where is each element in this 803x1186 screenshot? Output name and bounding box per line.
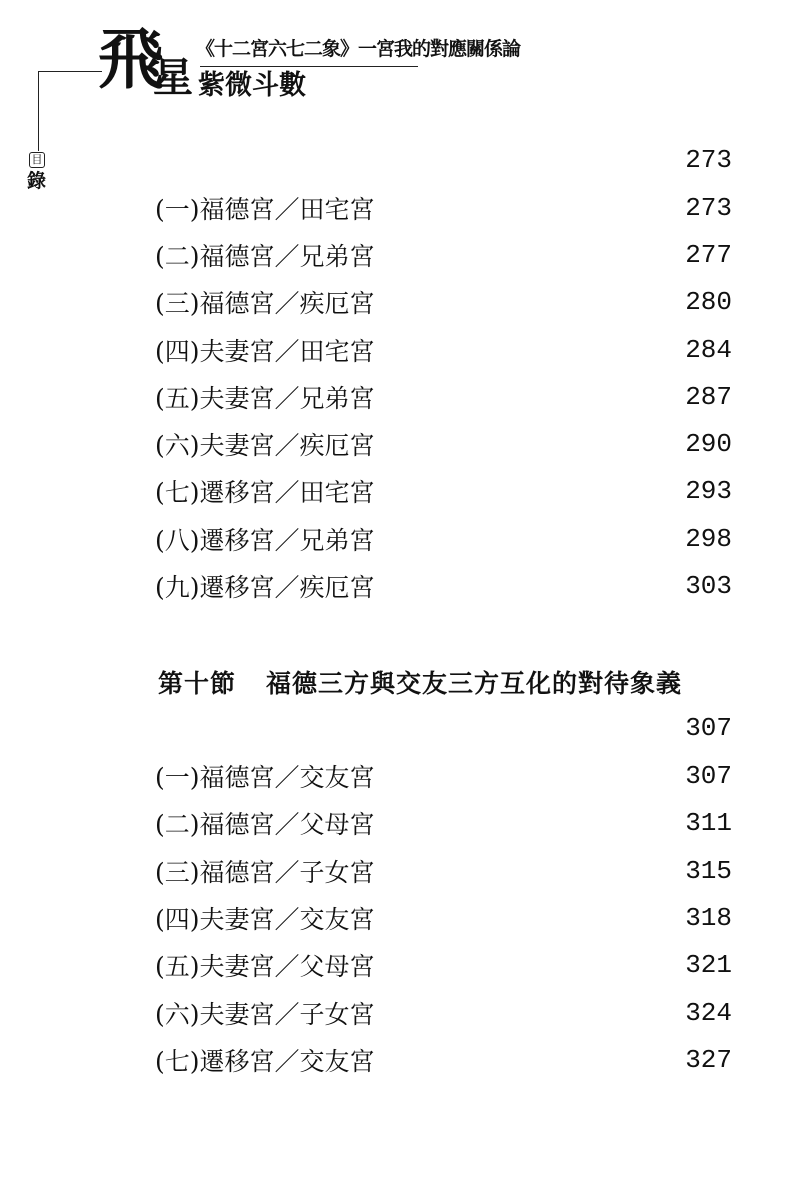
toc-page-number: 298 xyxy=(685,524,732,554)
toc-entry[interactable] xyxy=(155,473,732,509)
leader-dots xyxy=(385,805,680,841)
section-title: 福德三方與交友三方互化的對待象義 xyxy=(266,669,683,698)
toc-entry[interactable] xyxy=(155,1042,732,1078)
toc-entry-label: (二)福德宮／兄弟宮 xyxy=(155,242,375,271)
leader-dots xyxy=(385,995,680,1031)
leader-dots xyxy=(385,190,680,226)
logo-char-xing: 星 xyxy=(153,54,193,101)
leader-dots xyxy=(385,853,680,889)
toc-page-number: 324 xyxy=(685,998,732,1028)
toc-entry[interactable] xyxy=(155,758,732,794)
toc-entry-label: (八)遷移宮／兄弟宮 xyxy=(155,526,375,555)
toc-page-number: 315 xyxy=(685,856,732,886)
toc-entry-label: (四)夫妻宮／田宅宮 xyxy=(155,337,375,366)
toc-entry[interactable] xyxy=(155,379,732,415)
book-subtitle: 《十二宮六七二象》一宮我的對應關係論 xyxy=(196,38,521,60)
toc-entry-label: (五)夫妻宮／兄弟宮 xyxy=(155,384,375,413)
toc-entry[interactable] xyxy=(155,947,732,983)
logo-char-fei: 飛 xyxy=(98,20,162,98)
toc-entry-label: (六)夫妻宮／疾厄宮 xyxy=(155,431,375,460)
toc-entry-label: (三)福德宮／疾厄宮 xyxy=(155,289,375,318)
leader-dots xyxy=(385,758,680,794)
toc-entry[interactable] xyxy=(155,805,732,841)
toc-page-number: 321 xyxy=(685,950,732,980)
leader-dots xyxy=(385,237,680,273)
toc-entry[interactable] xyxy=(155,284,732,320)
toc-entry[interactable] xyxy=(155,521,732,557)
subtitle-underline xyxy=(200,66,418,67)
toc-entry[interactable] xyxy=(155,900,732,936)
toc-entry-label: (三)福德宮／子女宮 xyxy=(155,858,375,887)
toc-page-number: 303 xyxy=(685,571,732,601)
toc-entry-label: (六)夫妻宮／子女宮 xyxy=(155,1000,375,1029)
toc-page-number: 311 xyxy=(685,808,732,838)
toc-page-number: 280 xyxy=(685,287,732,317)
toc-page-number: 307 xyxy=(685,761,732,791)
side-label-box: 目 xyxy=(29,152,45,168)
leader-dots xyxy=(385,284,680,320)
section-number: 第十節 xyxy=(158,669,237,698)
toc-page-number: 287 xyxy=(685,382,732,412)
toc-page-number: 290 xyxy=(685,429,732,459)
toc-page-number: 273 xyxy=(685,193,732,223)
header-rule-vertical xyxy=(38,71,39,151)
toc-entry-label: (一)福德宮／田宅宮 xyxy=(155,195,375,224)
toc-continuation-row[interactable] xyxy=(155,710,732,746)
leader-dots xyxy=(273,142,679,178)
toc-entry-label: (二)福德宮／父母宮 xyxy=(155,810,375,839)
toc-entry-label: (五)夫妻宮／父母宮 xyxy=(155,952,375,981)
toc-page-number: 307 xyxy=(685,713,732,743)
leader-dots xyxy=(385,426,680,462)
leader-dots xyxy=(385,568,680,604)
toc-entry-label: (四)夫妻宮／交友宮 xyxy=(155,905,375,934)
toc-entry[interactable] xyxy=(155,568,732,604)
toc-page-number: 327 xyxy=(685,1045,732,1075)
leader-dots xyxy=(385,379,680,415)
toc-page-number: 273 xyxy=(685,145,732,175)
toc-page-number: 284 xyxy=(685,335,732,365)
toc-entry-label: (一)福德宮／交友宮 xyxy=(155,763,375,792)
toc-entry[interactable] xyxy=(155,190,732,226)
leader-dots xyxy=(273,710,679,746)
section-heading[interactable] xyxy=(158,664,682,700)
toc-entry-label: (七)遷移宮／田宅宮 xyxy=(155,478,375,507)
leader-dots xyxy=(385,332,680,368)
toc-entry[interactable] xyxy=(155,332,732,368)
side-label-text: 錄 xyxy=(27,170,47,192)
toc-entry[interactable] xyxy=(155,237,732,273)
toc-continuation-row[interactable] xyxy=(155,142,732,178)
book-name: 紫微斗數 xyxy=(198,70,306,101)
toc-entry-label: (九)遷移宮／疾厄宮 xyxy=(155,573,375,602)
toc-entry[interactable] xyxy=(155,426,732,462)
toc-page-number: 318 xyxy=(685,903,732,933)
header-rule-horizontal xyxy=(38,71,102,72)
toc-entry[interactable] xyxy=(155,853,732,889)
toc-entry-label: (七)遷移宮／交友宮 xyxy=(155,1047,375,1076)
leader-dots xyxy=(385,1042,680,1078)
toc-page-number: 277 xyxy=(685,240,732,270)
toc-page-number: 293 xyxy=(685,476,732,506)
toc-entry[interactable] xyxy=(155,995,732,1031)
leader-dots xyxy=(385,473,680,509)
leader-dots xyxy=(385,947,680,983)
leader-dots xyxy=(385,900,680,936)
leader-dots xyxy=(385,521,680,557)
